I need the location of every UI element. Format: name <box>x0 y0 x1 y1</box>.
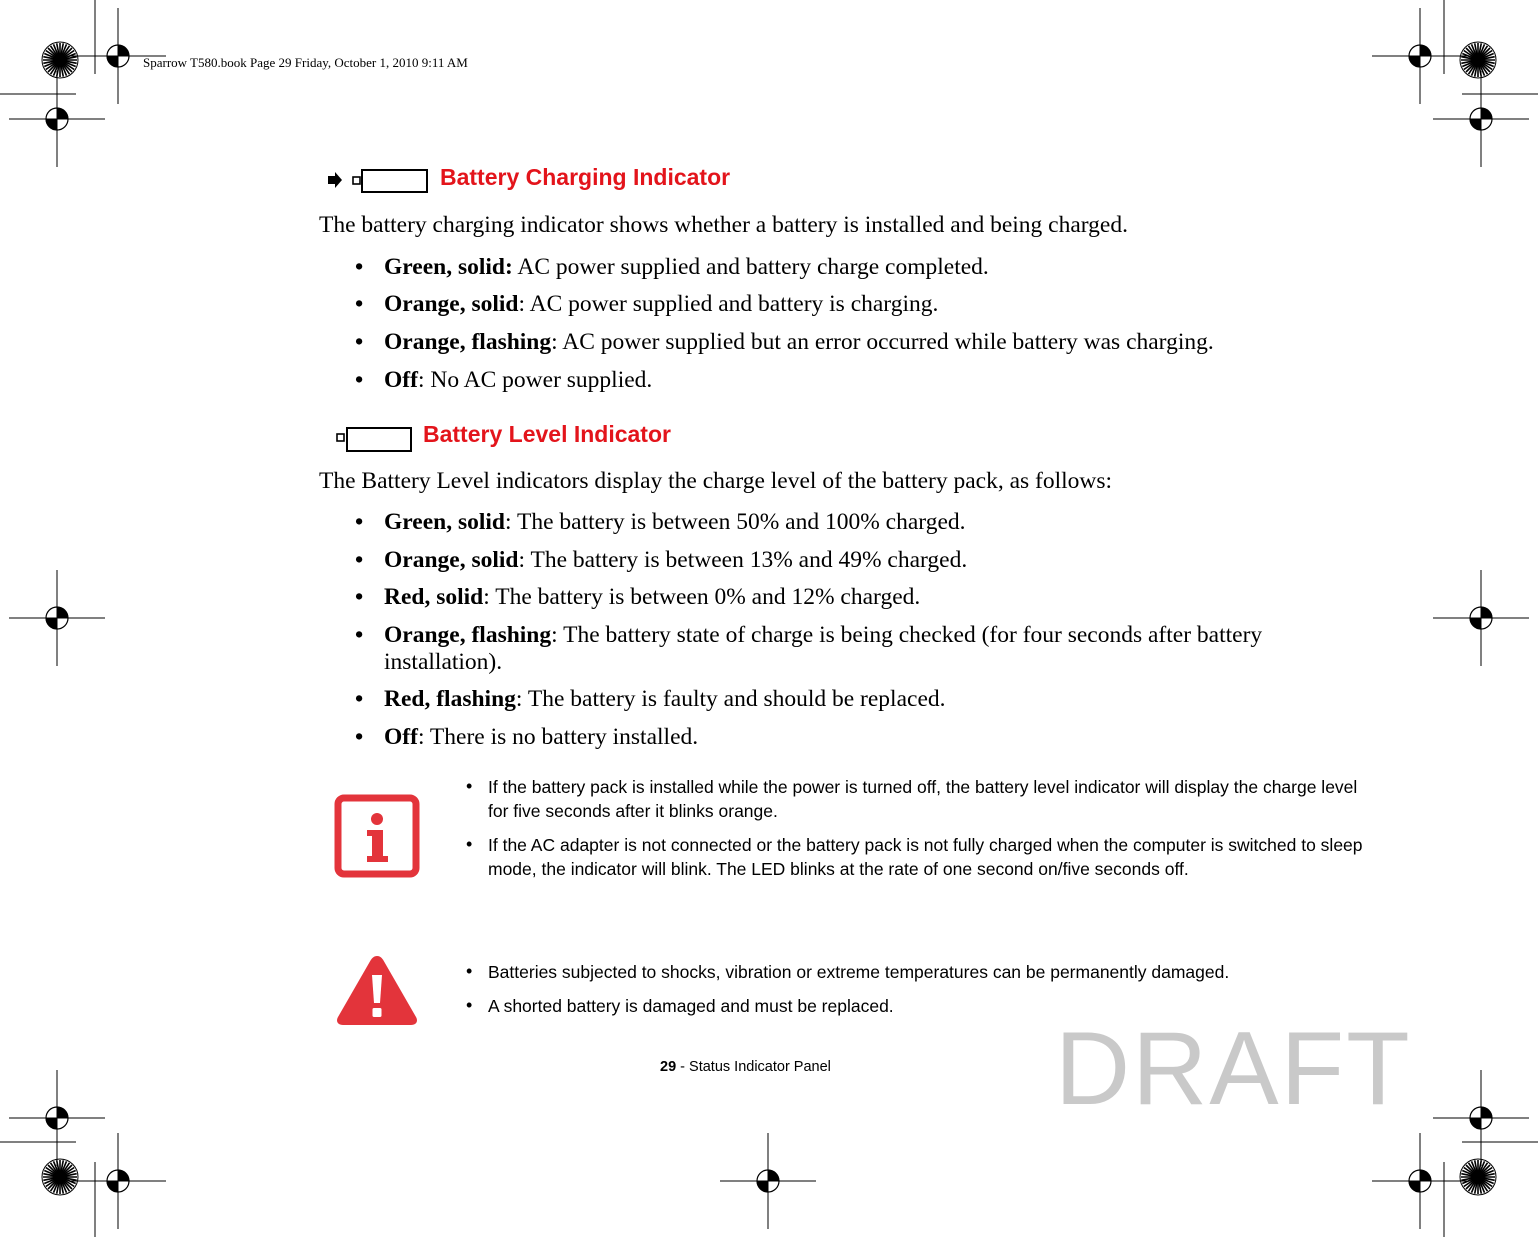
list-item: • Off: There is no battery installed. <box>355 724 699 750</box>
list-item: • Orange, solid: The battery is between 13% and 49% charged. <box>355 547 968 573</box>
list-item: • Off: No AC power supplied. <box>355 367 653 393</box>
info-note-list <box>466 775 1368 881</box>
page-footer <box>660 1059 831 1075</box>
list-item: • A shorted battery is damaged and must be replaced. <box>466 995 894 1016</box>
charging-bullet-list <box>355 254 1214 394</box>
list-item: • Orange, flashing: The battery state of charge is being checked (for four seconds after battery installation). <box>355 622 1263 675</box>
footer-section: - Status Indicator Panel <box>676 1059 831 1075</box>
list-item: • Orange, flashing: AC power supplied but an error occurred while battery was charging. <box>355 329 1214 355</box>
list-item: • If the battery pack is installed while the power is turned off, the battery level indicator will display the charge level for five seconds after it blinks orange. <box>466 776 1358 821</box>
draft-watermark: DRAFT <box>1055 1011 1412 1127</box>
list-item: • Batteries subjected to shocks, vibration or extreme temperatures can be permanently damaged. <box>466 961 1230 982</box>
info-icon <box>334 794 420 878</box>
battery-charging-icon <box>325 167 431 195</box>
list-item: • If the AC adapter is not connected or the battery pack is not fully charged when the computer is switched to sleep mode, the indicator will blink. The LED blinks at the rate of one second on/five seconds off. <box>466 834 1363 879</box>
battery-level-icon <box>333 424 415 454</box>
section-title-level: Battery Level Indicator <box>423 421 671 447</box>
section-title-charging: Battery Charging Indicator <box>440 164 731 190</box>
list-item: • Green, solid: The battery is between 50% and 100% charged. <box>355 509 966 535</box>
section-intro-charging: The battery charging indicator shows whether a battery is installed and being charged. <box>319 212 1128 238</box>
warning-icon <box>334 953 420 1027</box>
list-item: • Red, flashing: The battery is faulty and should be replaced. <box>355 686 946 712</box>
list-item: • Green, solid: AC power supplied and battery charge completed. <box>355 254 989 280</box>
list-item: • Orange, solid: AC power supplied and battery is charging. <box>355 291 939 317</box>
list-item: • Red, solid: The battery is between 0% and 12% charged. <box>355 584 921 610</box>
page-number: 29 <box>660 1059 677 1075</box>
book-header: Sparrow T580.book Page 29 Friday, October 1, 2010 9:11 AM <box>143 55 468 70</box>
section-intro-level: The Battery Level indicators display the charge level of the battery pack, as follows: <box>319 468 1113 494</box>
level-bullet-list <box>355 509 1263 751</box>
